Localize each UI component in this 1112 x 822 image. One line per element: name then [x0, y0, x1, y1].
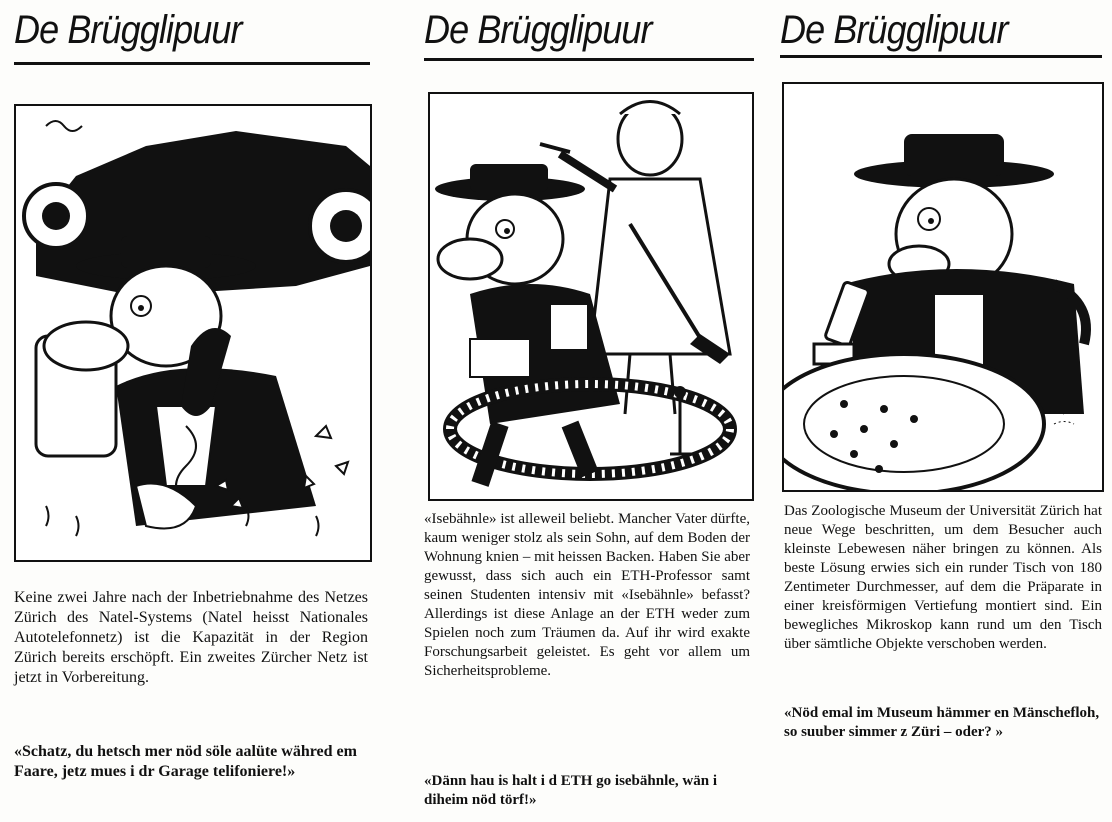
cartoon-museum-microscope-drawing — [784, 84, 1102, 490]
cartoon-model-railway-drawing — [430, 94, 752, 499]
article-text: Keine zwei Jahre nach der Inbetriebnahme des Netzes Zürich des Natel-Systems (Natel heisst Nationales Autotelefonnetz) ist die Kapazität in der Region Zürich bereits erschöpft. Ein zweites Zürcher Netz ist jetzt in Vorbereitung. — [14, 589, 368, 686]
headline-rule — [14, 62, 370, 65]
article-text: Das Zoologische Museum der Universität Zürich hat neue Wege beschritten, um dem Besucher auch kleinste Lebewesen näher bringen zu können. Als beste Lösung erwies sich ein runder Tisch von 180 Zentimeter Durchmesser, auf dem die Präparate in einer kreisförmigen Vertiefung montiert sind. Ein bewegliches Mikroskop kann rund um den Tisch über sämtliche Objekte verschoben werden. — [784, 503, 1102, 652]
column-museum-microscope — [780, 0, 1102, 822]
headline-rule — [424, 58, 754, 61]
article-text: «Isebähnle» ist alleweil beliebt. Mancher Vater dürfte, kaum weniger stolz als sein Sohn, auf dem Boden der Wohnung knien – mit heissen Backen. Haben Sie aber gewusst, dass sich auch ein ETH-Professor samt seinen Studenten intensiv mit «Isebähnle» befasst? Allerdings ist diese Anlage an der ETH weder zum Spielen noch zum Träumen da. Auf ihr wird exakte Forschungsarbeit geleistet. Es geht vor allem um Sicherheitsprobleme. — [424, 511, 750, 679]
headline-rule — [780, 55, 1102, 58]
cartoon-car-phone — [14, 104, 372, 562]
headline: De Brügglipuur — [14, 8, 242, 52]
headline: De Brügglipuur — [424, 8, 652, 52]
headline: De Brügglipuur — [780, 8, 1008, 52]
cartoon-quote: «Dänn hau is halt i d ETH go isebähnle, wän i diheim nöd törf!» — [424, 773, 718, 808]
cartoon-museum-microscope — [782, 82, 1104, 492]
column-car-phone — [14, 0, 370, 822]
cartoon-car-phone-drawing — [16, 106, 370, 560]
cartoon-quote: «Schatz, du hetsch mer nöd söle aalüte währed em Faare, jetz mues i dr Garage telifoniere!» — [14, 743, 357, 780]
cartoon-quote: «Nöd emal im Museum hämmer en Mänschefloh, so suuber simmer z Züri – oder? » — [784, 705, 1100, 740]
column-model-railway — [424, 0, 754, 822]
cartoon-model-railway — [428, 92, 754, 501]
